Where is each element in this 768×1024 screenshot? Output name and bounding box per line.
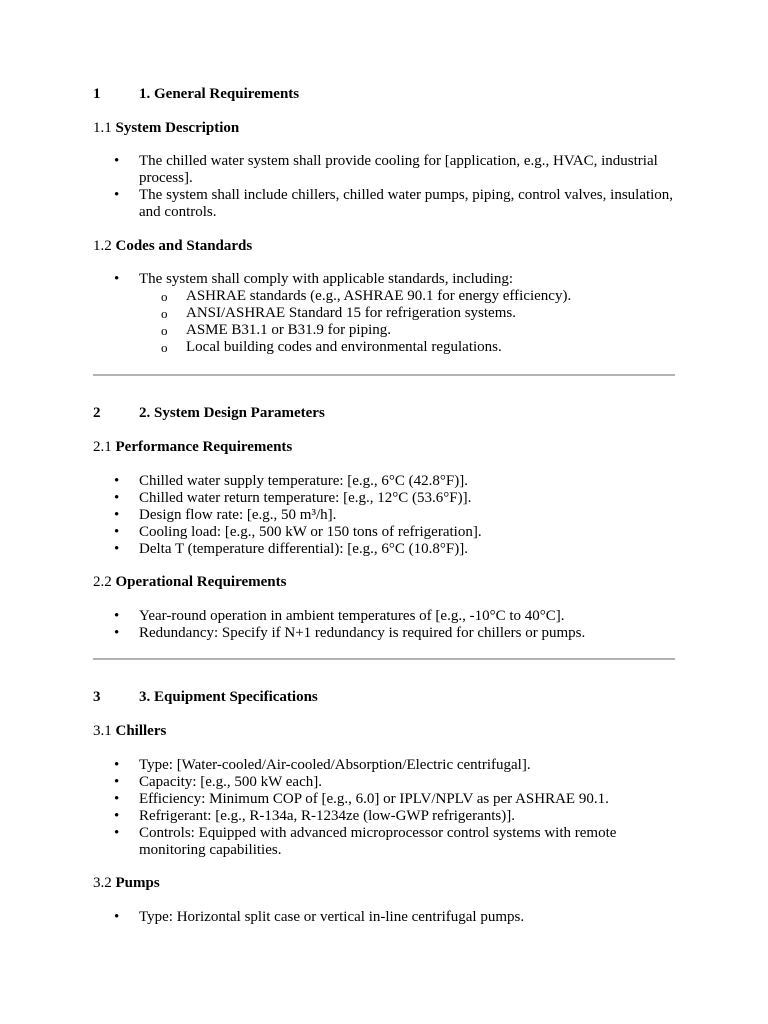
- sub-list-item: o Local building codes and environmental regulations.: [139, 339, 675, 356]
- subsection-title: Operational Requirements: [115, 574, 287, 590]
- list-item: • Chilled water supply temperature: [e.g., 6°C (42.8°F)].: [93, 473, 675, 490]
- subsection-title: Pumps: [115, 875, 160, 891]
- section-2-heading: [93, 405, 675, 422]
- subsection-title: Chillers: [115, 723, 167, 739]
- list-item: • Type: [Water-cooled/Air-cooled/Absorption/Electric centrifugal].: [93, 757, 675, 774]
- list-item: • Cooling load: [e.g., 500 kW or 150 tons of refrigeration].: [93, 524, 675, 541]
- bullet-list: [93, 271, 675, 356]
- subsection-1-2-heading: [93, 238, 675, 255]
- list-item: • Efficiency: Minimum COP of [e.g., 6.0] or IPLV/NPLV as per ASHRAE 90.1.: [93, 791, 675, 808]
- subsection-number: 2.1: [93, 439, 112, 455]
- list-item: • Year-round operation in ambient temperatures of [e.g., -10°C to 40°C].: [93, 608, 675, 625]
- section-title: 2. System Design Parameters: [139, 405, 325, 421]
- section-number: 1: [93, 86, 101, 102]
- section-1-heading: [93, 86, 675, 103]
- list-item: • Controls: Equipped with advanced microprocessor control systems with remote monitoring capabilities.: [93, 825, 675, 859]
- list-item: • Type: Horizontal split case or vertical in-line centrifugal pumps.: [93, 909, 675, 926]
- subsection-title: Codes and Standards: [115, 238, 253, 254]
- sub-bullet-list: [139, 288, 675, 356]
- section-3-heading: [93, 689, 675, 706]
- subsection-number: 2.2: [93, 574, 112, 590]
- section-number: 2: [93, 405, 101, 421]
- subsection-2-2-heading: [93, 574, 675, 591]
- bullet-list: [93, 608, 675, 642]
- section-title: 1. General Requirements: [139, 86, 300, 102]
- list-item: • The system shall include chillers, chilled water pumps, piping, control valves, insulation, and controls.: [93, 187, 675, 221]
- subsection-2-1-heading: [93, 439, 675, 456]
- subsection-number: 1.2: [93, 238, 112, 254]
- sub-list-item: o ANSI/ASHRAE Standard 15 for refrigeration systems.: [139, 305, 675, 322]
- bullet-list: [93, 909, 675, 926]
- sub-list-item: o ASME B31.1 or B31.9 for piping.: [139, 322, 675, 339]
- list-item: • Capacity: [e.g., 500 kW each].: [93, 774, 675, 791]
- subsection-title: Performance Requirements: [115, 439, 293, 455]
- subsection-3-2-heading: [93, 875, 675, 892]
- list-item: • Design flow rate: [e.g., 50 m³/h].: [93, 507, 675, 524]
- sub-list-item: o ASHRAE standards (e.g., ASHRAE 90.1 for energy efficiency).: [139, 288, 675, 305]
- list-item: • Chilled water return temperature: [e.g., 12°C (53.6°F)].: [93, 490, 675, 507]
- section-title: 3. Equipment Specifications: [139, 689, 318, 705]
- subsection-1-1-heading: [93, 120, 675, 137]
- subsection-number: 1.1: [93, 120, 112, 136]
- bullet-list: [93, 153, 675, 221]
- bullet-list: [93, 473, 675, 558]
- subsection-number: 3.1: [93, 723, 112, 739]
- subsection-3-1-heading: [93, 723, 675, 740]
- subsection-title: System Description: [115, 120, 240, 136]
- section-number: 3: [93, 689, 101, 705]
- list-item: • Delta T (temperature differential): [e.g., 6°C (10.8°F)].: [93, 541, 675, 558]
- list-item-text: The system shall comply with applicable standards, including:: [139, 271, 514, 287]
- horizontal-rule: [93, 658, 675, 660]
- list-item: • The chilled water system shall provide cooling for [application, e.g., HVAC, industrial process].: [93, 153, 675, 187]
- list-item: [93, 271, 675, 356]
- subsection-number: 3.2: [93, 875, 112, 891]
- list-item: • Redundancy: Specify if N+1 redundancy is required for chillers or pumps.: [93, 625, 675, 642]
- horizontal-rule: [93, 374, 675, 376]
- list-item: • Refrigerant: [e.g., R-134a, R-1234ze (low-GWP refrigerants)].: [93, 808, 675, 825]
- bullet-list: [93, 757, 675, 859]
